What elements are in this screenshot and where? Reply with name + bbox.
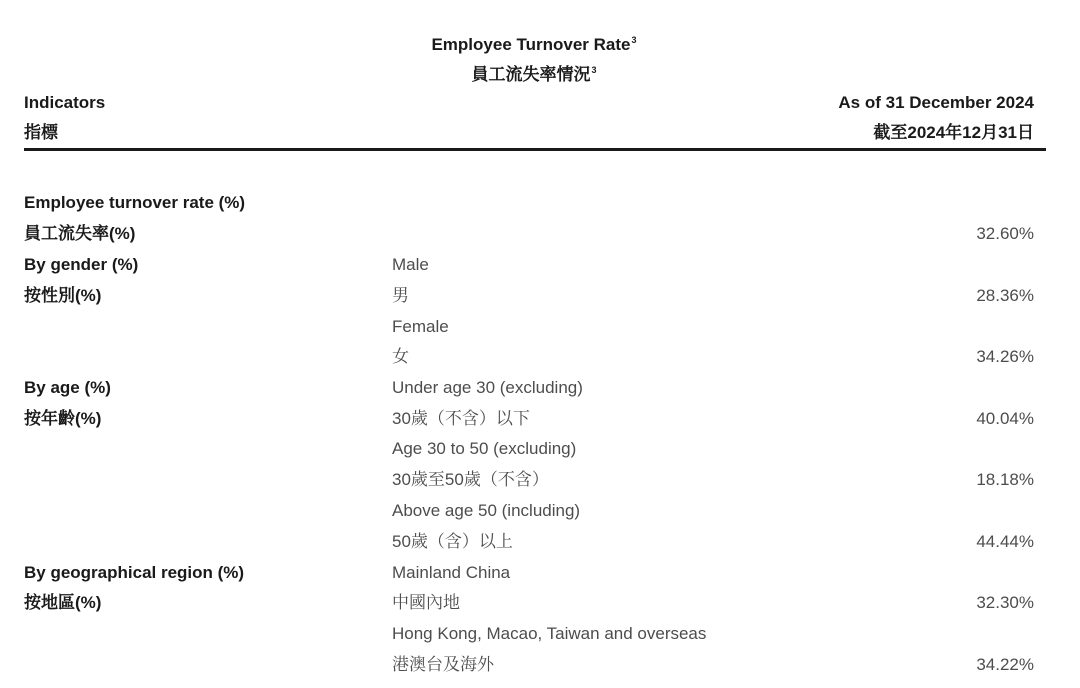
table-row — [24, 249, 1034, 280]
region-label-en: By geographical region (%) — [24, 563, 245, 582]
table-row — [24, 526, 1034, 557]
table-title — [0, 28, 1068, 88]
age-label-zh: 按年齡(%) — [24, 409, 102, 428]
region-hk-overseas-en: Hong Kong, Macao, Taiwan and overseas — [392, 624, 707, 643]
gender-male-zh: 男 — [392, 286, 409, 305]
age-30to50-en: Age 30 to 50 (excluding) — [392, 439, 577, 458]
title-chinese: 員工流失率情況$^3$ — [471, 65, 597, 84]
title-footnote-marker: 3 — [631, 35, 637, 45]
age-over50-value: 44.44% — [976, 532, 1034, 551]
header-indicators — [24, 88, 105, 148]
table-row — [24, 187, 1034, 218]
region-mainland-value: 32.30% — [976, 593, 1034, 612]
table-row — [24, 280, 1034, 311]
gender-label-zh: 按性別(%) — [24, 286, 102, 305]
region-mainland-zh: 中國內地 — [392, 593, 460, 612]
gender-male-value: 28.36% — [976, 286, 1034, 305]
title-footnote-marker-zh: 3 — [591, 65, 597, 75]
overall-label-en: Employee turnover rate (%) — [24, 193, 246, 212]
gender-label-en: By gender (%) — [24, 255, 139, 274]
gender-male-en: Male — [392, 255, 429, 274]
table-row — [24, 218, 1034, 249]
overall-value: 32.60% — [976, 224, 1034, 243]
region-hk-overseas-zh: 港澳台及海外 — [392, 655, 494, 674]
age-under30-zh: 30歲（不含）以下 — [392, 409, 530, 428]
age-over50-en: Above age 50 (including) — [392, 501, 581, 520]
table-row — [24, 433, 1034, 464]
header-indicators-zh: 指標 — [24, 123, 58, 142]
table-row — [24, 587, 1034, 618]
table-row — [24, 618, 1034, 649]
table-row — [24, 649, 1034, 680]
gender-female-value: 34.26% — [976, 347, 1034, 366]
gender-female-zh: 女 — [392, 347, 409, 366]
table-row — [24, 557, 1034, 588]
region-mainland-en: Mainland China — [392, 563, 511, 582]
table-row — [24, 495, 1034, 526]
header-date-zh: 截至2024年12月31日 — [873, 123, 1034, 142]
age-30to50-value: 18.18% — [976, 470, 1034, 489]
table-row — [24, 341, 1034, 372]
age-label-en: By age (%) — [24, 378, 111, 397]
table-row — [24, 311, 1034, 342]
gender-female-en: Female — [392, 317, 449, 336]
age-30to50-zh: 30歲至50歲（不含） — [392, 470, 549, 489]
header-date — [838, 88, 1034, 148]
table-row — [24, 464, 1034, 495]
header-indicators-en: Indicators — [24, 93, 106, 112]
header-date-en: As of 31 December 2024 — [838, 93, 1034, 112]
age-over50-zh: 50歲（含）以上 — [392, 532, 513, 551]
table-header — [24, 88, 1046, 151]
title-english: Employee Turnover Rate$^3$ — [431, 35, 637, 54]
overall-label-zh: 員工流失率(%) — [24, 224, 136, 243]
table-row — [24, 372, 1034, 403]
age-under30-en: Under age 30 (excluding) — [392, 378, 583, 397]
region-label-zh: 按地區(%) — [24, 593, 102, 612]
region-hk-overseas-value: 34.22% — [976, 655, 1034, 674]
table-row — [24, 403, 1034, 434]
age-under30-value: 40.04% — [976, 409, 1034, 428]
